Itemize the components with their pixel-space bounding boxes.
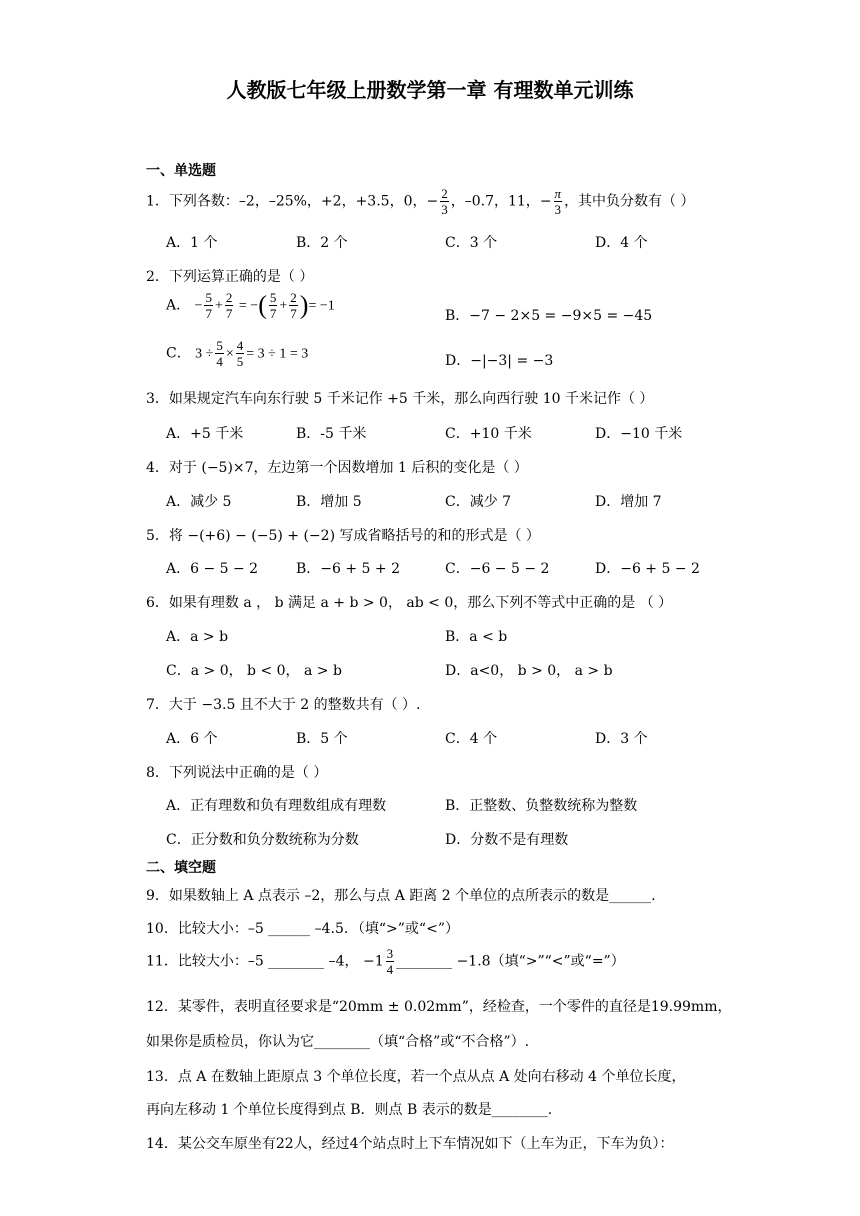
q5-option-c: C．−6 − 5 − 2 <box>445 561 550 577</box>
frac-numerator: 2 <box>225 290 233 305</box>
q3-option-a: A．+5 千米 <box>166 426 244 442</box>
frac-denominator: 3 <box>441 202 448 217</box>
question-1 <box>146 186 695 217</box>
q3-option-b: B．-5 千米 <box>296 426 367 442</box>
q6-option-a: A．a > b <box>166 629 229 645</box>
frac-denominator: 3 <box>554 202 562 217</box>
q5-option-d: D．−6 + 5 − 2 <box>595 561 700 577</box>
q1-option-d: D．4 个 <box>595 235 648 251</box>
q2a-result: = −1 <box>308 298 335 314</box>
option-label: A． <box>166 297 191 314</box>
q1-option-c: C．3 个 <box>445 235 498 251</box>
frac-denominator: 7 <box>205 306 212 321</box>
q2c-post: = 3 ÷ 1 = 3 <box>246 346 309 362</box>
frac-numerator: π <box>554 186 562 201</box>
frac-numerator: 5 <box>216 338 223 353</box>
frac-numerator: 2 <box>290 290 297 305</box>
frac-denominator: 4 <box>386 962 394 977</box>
q2a-frac-2 <box>225 290 234 321</box>
q4-option-d: D．增加 7 <box>595 494 662 510</box>
q2a-frac-4 <box>289 290 298 321</box>
question-6: 6．如果有理数 a ， b 满足 a + b > 0， ab < 0，那么下列不等式中正确的是 （ ） <box>146 595 673 611</box>
question-2: 2．下列运算正确的是（ ） <box>146 269 314 285</box>
frac-denominator: 7 <box>225 306 233 321</box>
frac-denominator: 4 <box>216 354 223 369</box>
frac-denominator: 5 <box>236 354 244 369</box>
question-5: 5．将 −(+6) − (−5) + (−2) 写成省略括号的和的形式是（ ） <box>146 528 540 544</box>
question-13-line-2: 再向左移动 1 个单位长度得到点 B．则点 B 表示的数是________. <box>146 1102 553 1118</box>
section-heading-single-choice: 一、单选题 <box>146 163 216 179</box>
q8-option-d: D．分数不是有理数 <box>445 832 569 848</box>
q2-option-a: A． − $\frac{5}{7}$ + $\frac{2}{7}$ = −( $\frac{5}{7}$ + $\frac{2}{7}$ )= −1 <box>166 290 335 321</box>
question-3: 3．如果规定汽车向东行驶 5 千米记作 +5 千米，那么向西行驶 10 千米记作（ ） <box>146 391 654 407</box>
q2-option-b: B．−7 − 2×5 = −9×5 = −45 <box>445 308 653 324</box>
frac-numerator: 5 <box>269 290 277 305</box>
q4-option-c: C．减少 7 <box>445 494 512 510</box>
question-14: 14．某公交车原坐有22人，经过4个站点时上下车情况如下（上车为正，下车为负）： <box>146 1136 674 1152</box>
frac-numerator: 4 <box>236 338 244 353</box>
question-4: 4．对于 (−5)×7，左边第一个因数增加 1 后积的变化是（ ） <box>146 460 528 476</box>
question-13-line-1: 13．点 A 在数轴上距原点 3 个单位长度，若一个点从点 A 处向右移动 4 个单位长度， <box>146 1069 686 1085</box>
q1-frac1-sign: − <box>426 193 439 210</box>
q8-option-c: C．正分数和负分数统称为分数 <box>166 832 359 848</box>
q6-option-b: B．a < b <box>445 629 508 645</box>
q6-option-c: C．a > 0， b < 0， a > b <box>166 663 342 679</box>
q2-option-d: D．−|−3| = −3 <box>445 353 554 369</box>
q2c-frac-2 <box>236 338 245 369</box>
q11-fraction <box>386 946 395 977</box>
q7-option-b: B．5 个 <box>296 731 348 747</box>
q2-option-c: C． 3 ÷ $\frac{5}{4}$ × $\frac{4}{5}$ = 3 ÷ 1 = 3 <box>166 338 309 369</box>
question-11 <box>146 946 625 977</box>
q1-text-mid: ，–0.7，11， <box>450 193 540 210</box>
q7-option-a: A．6 个 <box>166 731 218 747</box>
q3-option-d: D．−10 千米 <box>595 426 683 442</box>
q1-text-post: ，其中负分数有（ ） <box>564 193 695 210</box>
q8-option-a: A．正有理数和负有理数组成有理数 <box>166 798 387 814</box>
q1-fraction-2 <box>554 186 563 217</box>
question-10: 10．比较大小：–5 ______ –4.5．（填“>”或“<”） <box>146 921 459 937</box>
q4-option-a: A．减少 5 <box>166 494 232 510</box>
q1-option-a: A．1 个 <box>166 235 218 251</box>
option-label: C． <box>166 345 191 362</box>
q1-frac2-sign: − <box>539 193 552 210</box>
q2a-frac-1 <box>204 290 213 321</box>
q2a-frac-3 <box>269 290 278 321</box>
q2c-frac-1 <box>215 338 224 369</box>
frac-numerator: 5 <box>205 290 212 305</box>
q2c-pre: 3 ÷ <box>195 346 214 362</box>
q7-option-c: C．4 个 <box>445 731 498 747</box>
question-8: 8．下列说法中正确的是（ ） <box>146 765 328 781</box>
q1-option-b: B．2 个 <box>296 235 348 251</box>
q5-option-b: B．−6 + 5 + 2 <box>296 561 401 577</box>
q1-text: 1．下列各数：–2，–25%，+2，+3.5，0， <box>146 193 427 210</box>
page-title: 人教版七年级上册数学第一章 有理数单元训练 <box>226 78 634 102</box>
section-heading-fill-blank: 二、填空题 <box>146 860 216 876</box>
frac-numerator: 3 <box>386 946 394 961</box>
q1-fraction-1 <box>440 186 449 217</box>
question-7: 7．大于 −3.5 且不大于 2 的整数共有（ ）. <box>146 697 421 713</box>
question-12-line-2: 如果你是质检员，你认为它________（填“合格”或“不合格”）. <box>146 1034 530 1050</box>
frac-denominator: 7 <box>269 306 277 321</box>
q7-option-d: D．3 个 <box>595 731 648 747</box>
q4-option-b: B．增加 5 <box>296 494 362 510</box>
q5-option-a: A．6 − 5 − 2 <box>166 561 259 577</box>
frac-denominator: 7 <box>290 306 297 321</box>
q6-option-d: D．a<0， b > 0， a > b <box>445 663 613 679</box>
q11-text: 11．比较大小：–5 ________ –4， −1 <box>146 953 384 970</box>
q11-text-post: ________ −1.8（填“>”“<”或“=”） <box>396 953 625 970</box>
question-9: 9．如果数轴上 A 点表示 –2，那么与点 A 距离 2 个单位的点所表示的数是______. <box>146 888 656 904</box>
frac-numerator: 2 <box>441 186 448 201</box>
q3-option-c: C．+10 千米 <box>445 426 532 442</box>
q8-option-b: B．正整数、负整数统称为整数 <box>445 798 638 814</box>
question-12-line-1: 12．某零件，表明直径要求是“20mm ± 0.02mm”，经检查，一个零件的直径是19.99mm， <box>146 999 732 1015</box>
